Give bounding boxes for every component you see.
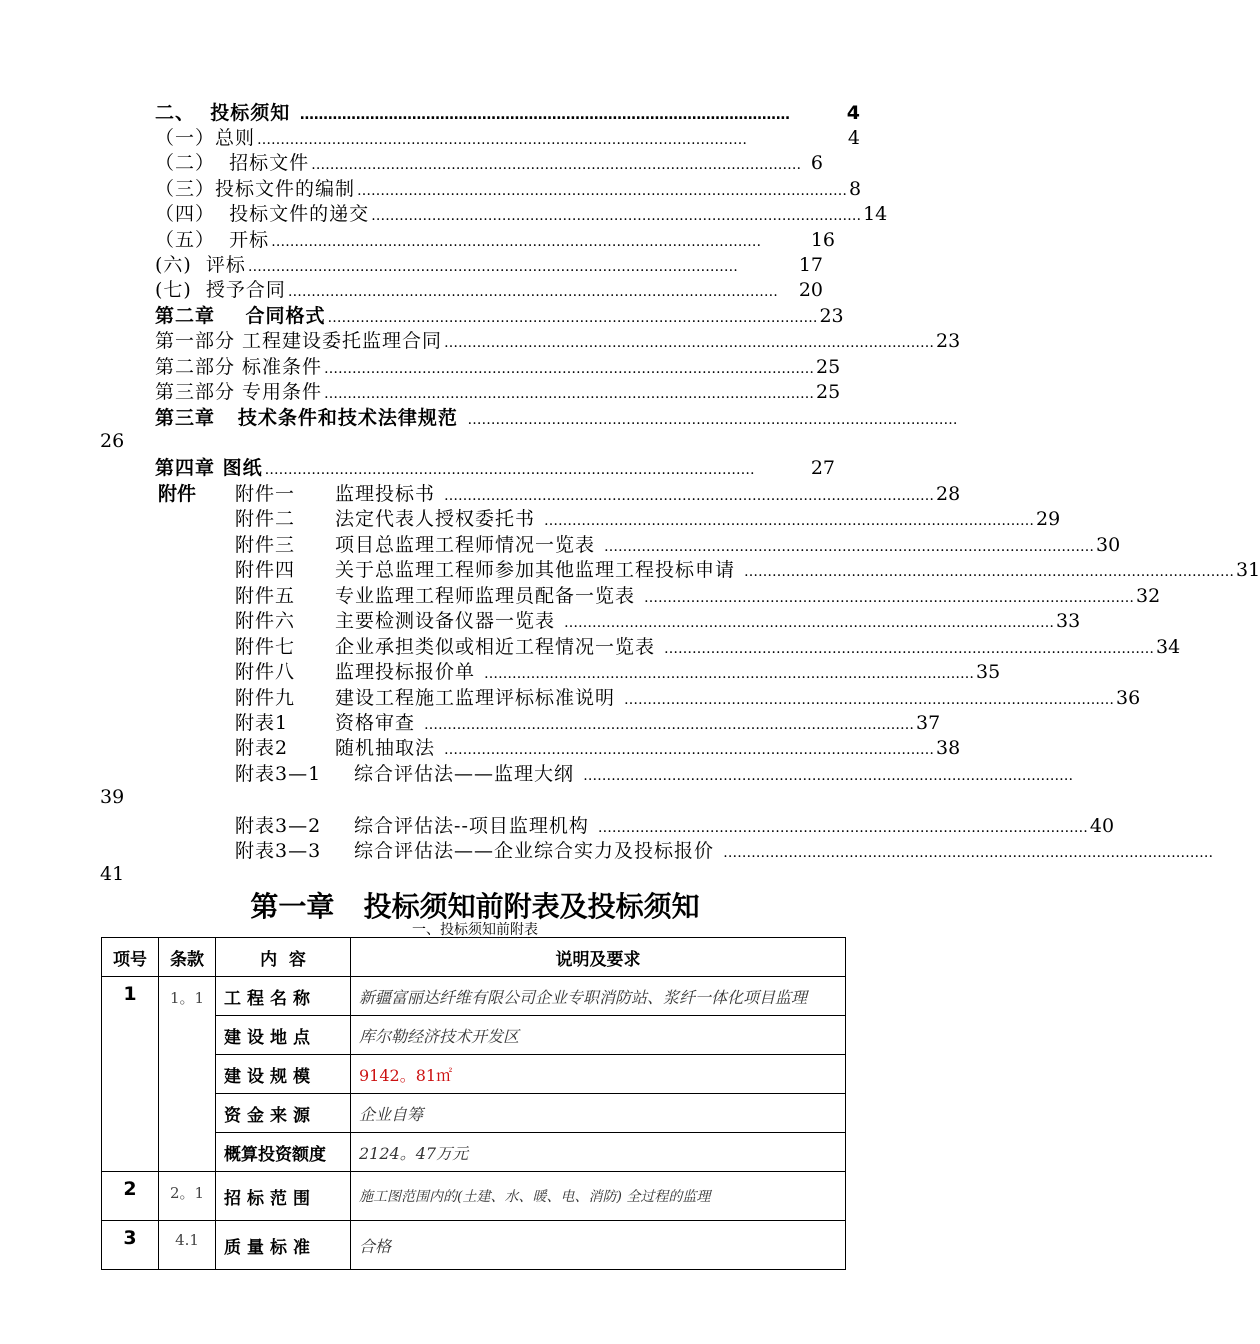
- attachment-tag: 附件七: [235, 636, 296, 658]
- column-header: 内 容: [216, 938, 351, 977]
- clause-number: 2。1: [159, 1172, 216, 1221]
- toc-entry[interactable]: [155, 301, 844, 327]
- toc-entry[interactable]: [155, 326, 961, 352]
- toc-leader-dots: ……………………………………………………………………………………………: [247, 259, 738, 275]
- toc-entry[interactable]: [155, 98, 860, 122]
- toc-page-number: 26: [100, 430, 125, 452]
- toc-entry-label: （五） 开标: [155, 229, 270, 251]
- toc-page-number: 39: [100, 786, 125, 808]
- toc-page-number: 29: [1036, 508, 1061, 530]
- attachment-label: 企业承担类似或相近工程情况一览表: [335, 636, 663, 658]
- attachment-entry[interactable]: [235, 657, 1001, 683]
- toc-leader-dots: ……………………………………………………………………………………………: [424, 717, 915, 733]
- toc-entry-label: 第二部分 标准条件: [155, 356, 323, 378]
- attachment-label: 随机抽取法: [335, 737, 443, 759]
- toc-leader-dots: ……………………………………………………………………………………………: [444, 335, 935, 351]
- toc-page-number: 28: [936, 483, 961, 505]
- toc-page-number: 17: [798, 254, 823, 276]
- attachment-entry[interactable]: [235, 708, 941, 734]
- item-value: 9142。81㎡: [351, 1055, 846, 1094]
- attachment-tag: 附件六: [235, 610, 296, 632]
- attachment-entry[interactable]: [235, 581, 1161, 607]
- attachment-tag: 附件八: [235, 661, 296, 683]
- item-name: 建设地点: [216, 1016, 351, 1055]
- attachment-entry[interactable]: [235, 733, 961, 759]
- toc-leader-dots: ……………………………………………………………………………………………: [484, 666, 975, 682]
- item-value: 施工图范围内的(土建、水、暖、电、消防) 全过程的监理: [351, 1172, 846, 1221]
- toc-entry[interactable]: [155, 225, 835, 249]
- toc-leader-dots: ……………………………………………………………………………………………: [467, 412, 958, 428]
- attachment-label: 关于总监理工程师参加其他监理工程投标申请: [335, 559, 743, 581]
- chapter-title: 第一章 投标须知前附表及投标须知: [250, 890, 700, 923]
- item-value: 2124。47万元: [351, 1133, 846, 1172]
- attachment-tag: 附表2: [235, 737, 289, 759]
- toc-leader-dots: ……………………………………………………………………………………………: [597, 820, 1088, 836]
- toc-leader-dots: ……………………………………………………………………………………………: [644, 590, 1135, 606]
- attachments-heading: 附件: [158, 483, 197, 505]
- toc-entry-label: 第四章 图纸: [155, 457, 263, 479]
- table-caption: 一、投标须知前附表: [412, 922, 538, 938]
- attachment-label: 项目总监理工程师情况一览表: [335, 534, 603, 556]
- column-header: 说明及要求: [351, 938, 846, 977]
- attachment-tag: 附表1: [235, 712, 289, 734]
- toc-page-number: 6: [810, 152, 823, 174]
- toc-entry[interactable]: [155, 403, 958, 429]
- toc-entry-label: 第三部分 专用条件: [155, 381, 323, 403]
- toc-entry[interactable]: [155, 352, 841, 378]
- toc-page-number: 14: [863, 203, 888, 225]
- item-name: 资金来源: [216, 1094, 351, 1133]
- toc-leader-dots: ……………………………………………………………………………………………: [324, 361, 815, 377]
- toc-entry-label: （一）总则: [155, 127, 256, 149]
- toc-page-number: 30: [1096, 534, 1121, 556]
- table-row: [102, 1221, 846, 1270]
- item-number: 3: [102, 1221, 159, 1270]
- toc-leader-dots: ……………………………………………………………………………………………: [327, 310, 818, 326]
- toc-entry-label: 第一部分 工程建设委托监理合同: [155, 330, 443, 352]
- toc-leader-dots: ……………………………………………………………………………………………: [271, 234, 762, 250]
- column-header: 条款: [159, 938, 216, 977]
- toc-page-number: 41: [100, 863, 125, 885]
- attachment-tag: 附件二: [235, 508, 296, 530]
- table-row: [102, 1172, 846, 1221]
- item-value: 新疆富丽达纤维有限公司企业专职消防站、浆纤一体化项目监理: [351, 977, 846, 1016]
- toc-leader-dots: ……………………………………………………………………………………………: [604, 539, 1095, 555]
- toc-page-number: 40: [1089, 815, 1115, 837]
- toc-leader-dots: ……………………………………………………………………………………………: [664, 641, 1155, 657]
- attachment-entry[interactable]: [235, 759, 1074, 785]
- attachment-label: 监理投标书: [335, 483, 443, 505]
- clause-number: 4.1: [159, 1221, 216, 1270]
- toc-leader-dots: ……………………………………………………………………………………………: [324, 386, 815, 402]
- toc-leader-dots: ……………………………………………………………………………………………: [624, 692, 1115, 708]
- attachment-tag: 附件一: [235, 483, 296, 505]
- toc-leader-dots: ……………………………………………………………………………………………: [744, 564, 1235, 580]
- toc-entry[interactable]: [155, 453, 835, 477]
- attachment-label: 专业监理工程师监理员配备一览表: [335, 585, 643, 607]
- toc-page-number: 23: [819, 305, 844, 327]
- toc-page-number: 33: [1056, 610, 1081, 632]
- toc-page-number: 31: [1236, 559, 1260, 581]
- item-value: 库尔勒经济技术开发区: [351, 1016, 846, 1055]
- toc-entry[interactable]: [155, 275, 823, 299]
- toc-entry-label: 第二章 合同格式: [155, 305, 326, 327]
- toc-entry-label: (六) 评标: [155, 254, 246, 276]
- toc-page-number: 8: [849, 178, 862, 200]
- toc-page-number: 35: [976, 661, 1001, 683]
- toc-entry[interactable]: [155, 174, 862, 200]
- attachment-entry[interactable]: [235, 632, 1181, 658]
- toc-leader-dots: ……………………………………………………………………………………………: [357, 183, 848, 199]
- toc-leader-dots: ……………………………………………………………………………………………: [311, 157, 802, 173]
- toc-entry[interactable]: [155, 250, 823, 274]
- toc-entry[interactable]: [155, 123, 860, 147]
- toc-leader-dots: ……………………………………………………………………………………………: [444, 488, 935, 504]
- toc-page-number: 32: [1136, 585, 1161, 607]
- item-name: 质量标准: [216, 1221, 351, 1270]
- attachment-entry[interactable]: [235, 479, 961, 505]
- item-name: 概算投资额度: [216, 1133, 351, 1172]
- toc-page-number: 36: [1116, 687, 1141, 709]
- toc-entry-label: （二） 招标文件: [155, 152, 310, 174]
- toc-page-number: 16: [810, 229, 835, 251]
- attachment-label: 建设工程施工监理评标标准说明: [335, 687, 623, 709]
- attachment-label: 综合评估法--项目监理机构: [347, 815, 596, 837]
- toc-page-number: 4: [846, 102, 860, 124]
- item-value: 合格: [351, 1221, 846, 1270]
- toc-entry-label: （三）投标文件的编制: [155, 178, 356, 200]
- attachment-label: 主要检测设备仪器一览表: [335, 610, 563, 632]
- toc-page-number: 27: [810, 457, 835, 479]
- item-name: 工程名称: [216, 977, 351, 1016]
- toc-leader-dots: ……………………………………………………………………………………………: [723, 845, 1214, 861]
- item-number: 2: [102, 1172, 159, 1221]
- toc-entry-label: 第三章 技术条件和技术法律规范: [155, 407, 466, 429]
- attachment-label: 综合评估法——企业综合实力及投标报价: [347, 840, 722, 862]
- attachment-tag: 附表3—2: [235, 815, 322, 837]
- attachment-tag: 附件四: [235, 559, 296, 581]
- toc-entry-label: （四） 投标文件的递交: [155, 203, 370, 225]
- attachment-entry[interactable]: [235, 504, 1061, 530]
- table-header-row: [102, 938, 846, 977]
- attachment-tag: 附件三: [235, 534, 296, 556]
- attachment-label: 法定代表人授权委托书: [335, 508, 543, 530]
- toc-page-number: 34: [1156, 636, 1181, 658]
- toc-entry[interactable]: [155, 199, 888, 225]
- toc-entry-label: (七) 授予合同: [155, 279, 286, 301]
- item-name: 招标范围: [216, 1172, 351, 1221]
- toc-page-number: 20: [798, 279, 823, 301]
- attachment-entry[interactable]: [235, 555, 1260, 581]
- toc-entry-label: 二、 投标须知: [155, 102, 298, 124]
- toc-leader-dots: ……………………………………………………………………………………………: [264, 462, 755, 478]
- toc-leader-dots: ……………………………………………………………………………………………: [564, 615, 1055, 631]
- clause-number: 1。1: [159, 977, 216, 1172]
- attachment-tag: 附表3—3: [235, 840, 322, 862]
- requirements-table: [101, 937, 846, 1270]
- toc-page-number: 38: [936, 737, 961, 759]
- item-value: 企业自筹: [351, 1094, 846, 1133]
- attachment-entry[interactable]: [235, 836, 1214, 862]
- toc-page-number: 23: [936, 330, 961, 352]
- attachment-tag: 附件九: [235, 687, 296, 709]
- toc-leader-dots: ……………………………………………………………………………………………: [257, 132, 748, 148]
- attachment-entry[interactable]: [235, 606, 1081, 632]
- toc-page-number: 4: [847, 127, 860, 149]
- toc-leader-dots: ……………………………………………………………………………………………: [444, 742, 935, 758]
- attachment-entry[interactable]: [235, 683, 1141, 709]
- toc-page-number: 37: [916, 712, 941, 734]
- toc-leader-dots: ……………………………………………………………………………………………: [287, 284, 778, 300]
- toc-leader-dots: ……………………………………………………………………………………………: [544, 513, 1035, 529]
- column-header: 项号: [102, 938, 159, 977]
- item-number: 1: [102, 977, 159, 1172]
- toc-page-number: 25: [816, 356, 841, 378]
- item-name: 建设规模: [216, 1055, 351, 1094]
- attachment-label: 综合评估法——监理大纲: [347, 763, 582, 785]
- attachment-tag: 附表3—1: [235, 763, 322, 785]
- toc-leader-dots: ……………………………………………………………………………………………: [371, 208, 862, 224]
- toc-entry[interactable]: [155, 377, 841, 403]
- attachment-label: 监理投标报价单: [335, 661, 483, 683]
- attachment-label: 资格审查: [335, 712, 423, 734]
- toc-page-number: 25: [816, 381, 841, 403]
- toc-leader-dots: ……………………………………………………………………………………………: [299, 107, 790, 123]
- table-row: [102, 977, 846, 1016]
- toc-leader-dots: ……………………………………………………………………………………………: [583, 768, 1074, 784]
- attachment-entry[interactable]: [235, 530, 1121, 556]
- attachment-tag: 附件五: [235, 585, 296, 607]
- toc-entry[interactable]: [155, 148, 823, 172]
- attachment-entry[interactable]: [235, 811, 1115, 837]
